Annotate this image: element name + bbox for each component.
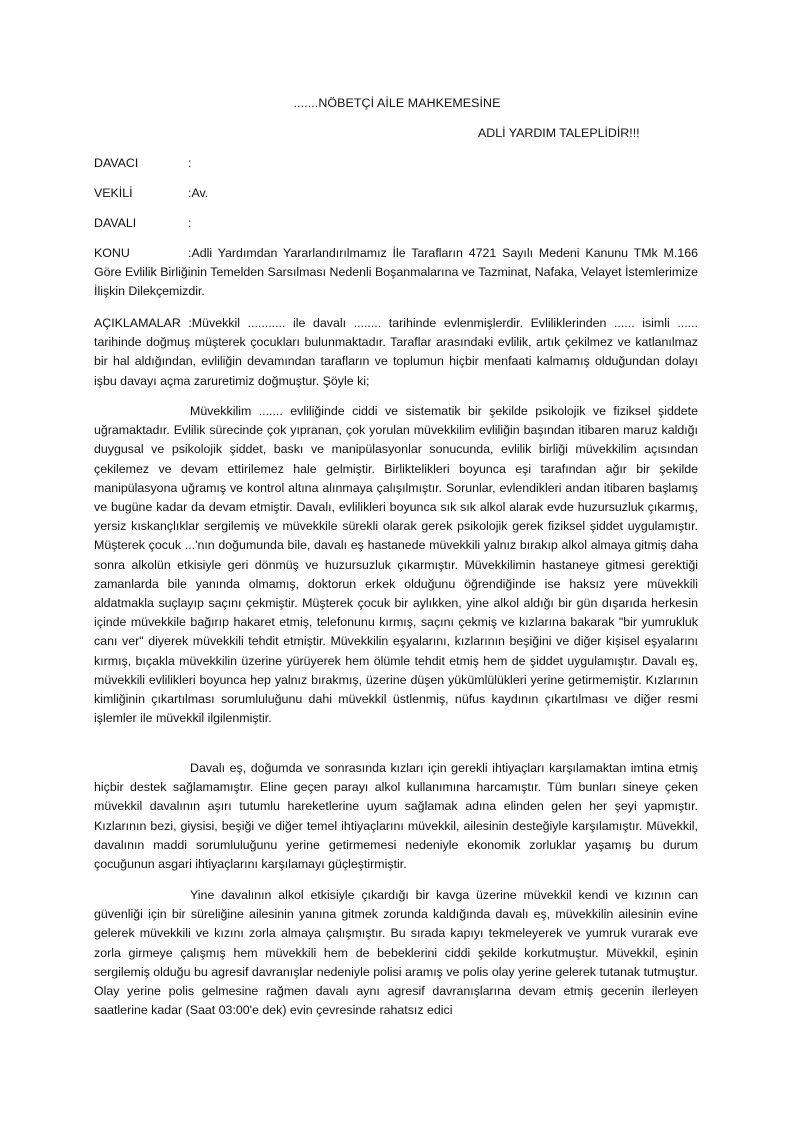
davaci-row bbox=[94, 156, 191, 170]
davali-row bbox=[94, 216, 191, 230]
davaci-value: : bbox=[188, 156, 192, 170]
vekili-value: :Av. bbox=[188, 186, 209, 200]
davaci-label: DAVACI bbox=[94, 156, 139, 170]
aciklamalar-intro bbox=[94, 314, 698, 391]
davali-value: : bbox=[188, 216, 192, 230]
aciklamalar-label: AÇIKLAMALAR : bbox=[94, 316, 192, 330]
konu-label: KONU bbox=[94, 246, 130, 260]
davali-label: DAVALI bbox=[94, 216, 137, 230]
paragraph-3: Yine davalının alkol etkisiyle çıkardığı bir kavga üzerine müvekkil kendi ve kızının can güvenliği için bir süreliğine ailesinin yanına gitmek zorunda kaldığında davalı eş, müvekkilin ailesinin evine gelerek müvekkili ve kızını zorla almaya çalışmıştır. Bu sırada kapıyı tekmeleyerek ve yumruk vurarak eve zorla girmeye çalışmış hem müvekkili hem de bebeklerini ciddi şekilde korkutmuştur. Müvekkil, eşinin sergilemiş olduğu bu agresif davranışlar nedeniyle polisi aramış ve polis olay yerine gelerek tutanak tutmuştur. Olay yerine polis gelmesine rağmen davalı aynı agresif davranışlarına devam etmiş gecenin ilerleyen saatlerine kadar (Saat 03:00'e dek) evin çevresinde rahatsız edici bbox=[94, 888, 698, 1018]
paragraph-1: Müvekkilim ....... evliliğinde ciddi ve sistematik bir şekilde psikolojik ve fiziksel şiddete uğramaktadır. Evlilik sürecinde çok yıpranan, çok yorulan müvekkilim evliliğin başından itibaren maruz kaldığı duygusal ve psikolojik şiddet, baskı ve manipülasyonlar sonucunda, evlilik birliği müvekkilim açısından çekilemez ve devam ettirilemez hale gelmiştir. Birliktelikleri boyunca eşi tarafından ağır bir şekilde manipülasyona uğramış ve kontrol altına alınmaya çalışılmıştır. Sorunlar, evlendikleri andan itibaren başlamış ve bugüne kadar da devam etmiştir. Davalı, evlilikleri boyunca sık sık alkol alarak evde huzursuzluk çıkarmış, yersiz kıskançlıklar sergilemiş ve müvekkile sürekli olarak gerek psikolojik gerek fiziksel şiddet uygulamıştır. Müşterek çocuk ...'nın doğumunda bile, davalı eş hastanede müvekkili yalnız bırakıp alkol almaya gitmiş daha sonra alkolün etkisiyle geri dönmüş ve huzursuzluk çıkarmıştır. Müvekkilimin hastaneye gitmesi gerektiği zamanlarda bile yanında olmamış, doktorun erkek olduğunu öğrendiğinde ise haksız yere müvekkili aldatmakla suçlayıp saçını çekmiştir. Müşterek çocuk bir aylıkken, yine alkol aldığı bir gün dışarıda herkesin içinde müvekkile bağırıp hakaret etmiş, telefonunu kırmış, saçını çekmiş ve kızlarına bakarak "bir yumrukluk canı ver" diyerek müvekkili tehdit etmiştir. Müvekkilin eşyalarını, kızlarının beşiğini ve diğer kişisel eşyalarını kırmış, bıçakla müvekkilin üzerine yürüyerek hem ölümle tehdit etmiş hem de şiddet uygulamıştır. Davalı eş, müvekkili evlilikleri boyunca hep yalnız bırakmış, üzerine düşen yükümlülükleri yerine getirmemiştir. Kızlarının kimliğinin çıkartılması sorumluluğunu dahi müvekkil üstlenmiş, nüfus kaydının çıkartılması ve diğer resmi işlemler ile müvekkil ilgilenmiştir. bbox=[94, 404, 698, 726]
konu-section bbox=[94, 244, 698, 302]
vekili-label: VEKİLİ bbox=[94, 186, 133, 200]
aciklamalar-intro-text: Müvekkil ........... ile davalı ........ tarihinde evlenmişlerdir. Evliliklerinden ...... isimli ...... tarihinde doğmuş müşterek çocukları bulunmaktadır. Taraflar arasındaki evlilik, artık çekilmez ve katlanılmaz bir hal aldığından, evliliğin devamından tarafların ve toplumun hiçbir menfaati kalmamış olduğundan dolayı işbu davayı açma zaruretimiz doğmuştur. Şöyle ki; bbox=[94, 316, 698, 388]
legal-aid-request: ADLİ YARDIM TALEPLİDİR!!! bbox=[478, 126, 640, 140]
court-title: .......NÖBETÇİ AİLE MAHKEMESİNE bbox=[293, 96, 501, 110]
konu-text: :Adli Yardımdan Yararlandırılmamız İle Tarafların 4721 Sayılı Medeni Kanunu TMk M.166 Göre Evlilik Birliğinin Temelden Sarsılması Nedenli Boşanmalarına ve Tazminat, Nafaka, Velayet İstemlerimize İlişkin Dilekçemizdir. bbox=[94, 246, 698, 299]
paragraph-2: Davalı eş, doğumda ve sonrasında kızları için gerekli ihtiyaçları karşılamaktan imtina etmiş hiçbir destek sağlamamıştır. Eline geçen parayı alkol kullanımına harcamıştır. Tüm bunları sineye çeken müvekkil davalının aşırı tutumlu hareketlerine uyum sağlamak adına elinden gelen her şeyi yapmıştır. Kızlarının bezi, giysisi, beşiği ve diğer temel ihtiyaçlarını müvekkil, ailesinin desteğiyle karşılamıştır. Müvekkil, davalının maddi sorumluluğunu yerine getirmemesi nedeniyle ekonomik zorluklar yaşamış bu durum çocuğunun asgari ihtiyaçlarını karşılamayı güçleştirmiştir. bbox=[94, 761, 698, 872]
vekili-row bbox=[94, 186, 208, 200]
